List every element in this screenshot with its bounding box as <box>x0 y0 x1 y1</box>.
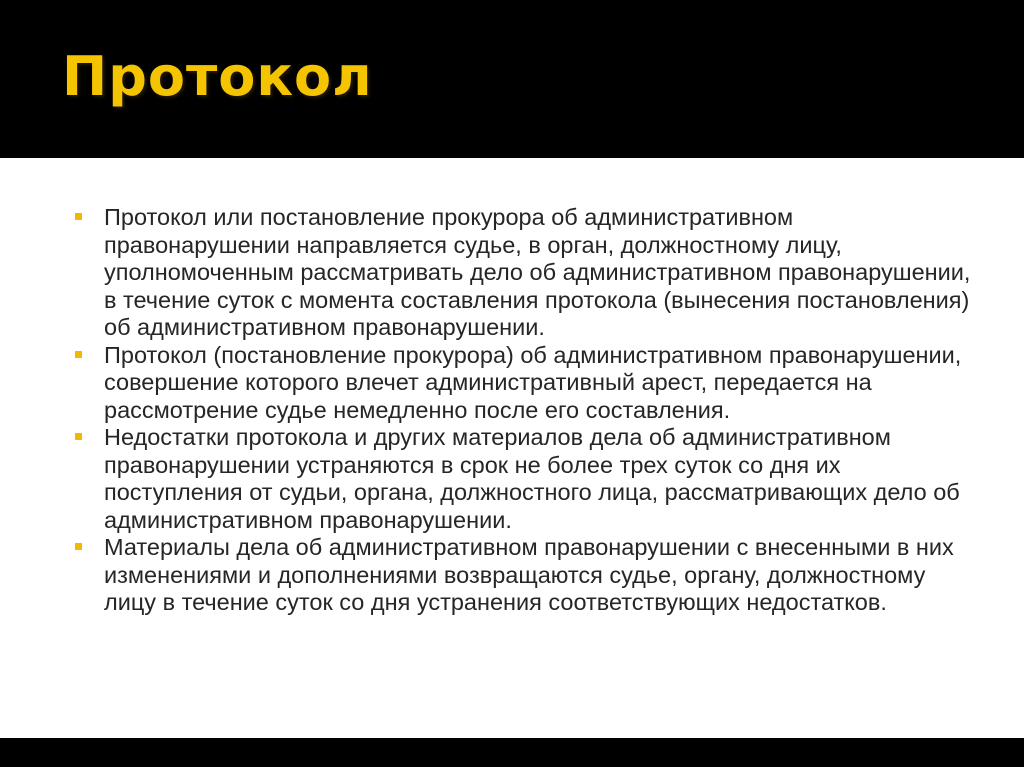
square-bullet-icon <box>75 543 82 550</box>
bullet-text: Протокол или постановление прокурора об административном правонарушении направляется судье, в орган, должностному лицу, уполномоченным рассматривать дело об административном правонарушении, в течение суток с момента составления протокола (вынесения постановления) об административном правонарушении. <box>104 204 971 340</box>
bullet-item <box>72 342 972 425</box>
slide-content-panel <box>0 158 1024 738</box>
square-bullet-icon <box>75 433 82 440</box>
bullet-list <box>72 204 972 617</box>
bullet-item <box>72 534 972 617</box>
slide-title-bar <box>0 0 1024 158</box>
square-bullet-icon <box>75 351 82 358</box>
bullet-item <box>72 204 972 342</box>
bullet-item <box>72 424 972 534</box>
bullet-text: Недостатки протокола и других материалов дела об административном правонарушении устраняются в срок не более трех суток со дня их поступления от судьи, органа, должностного лица, рассматривающих дело об административном правонарушении. <box>104 424 960 533</box>
square-bullet-icon <box>75 213 82 220</box>
bullet-text: Протокол (постановление прокурора) об административном правонарушении, совершение которого влечет административный арест, передается на рассмотрение судье немедленно после его составления. <box>104 341 962 423</box>
bullet-text: Материалы дела об административном правонарушении с внесенными в них изменениями и дополнениями возвращаются судье, органу, должностному лицу в течение суток со дня устранения соответствующих недостатков. <box>104 534 954 615</box>
slide-title: Протокол <box>62 45 373 108</box>
